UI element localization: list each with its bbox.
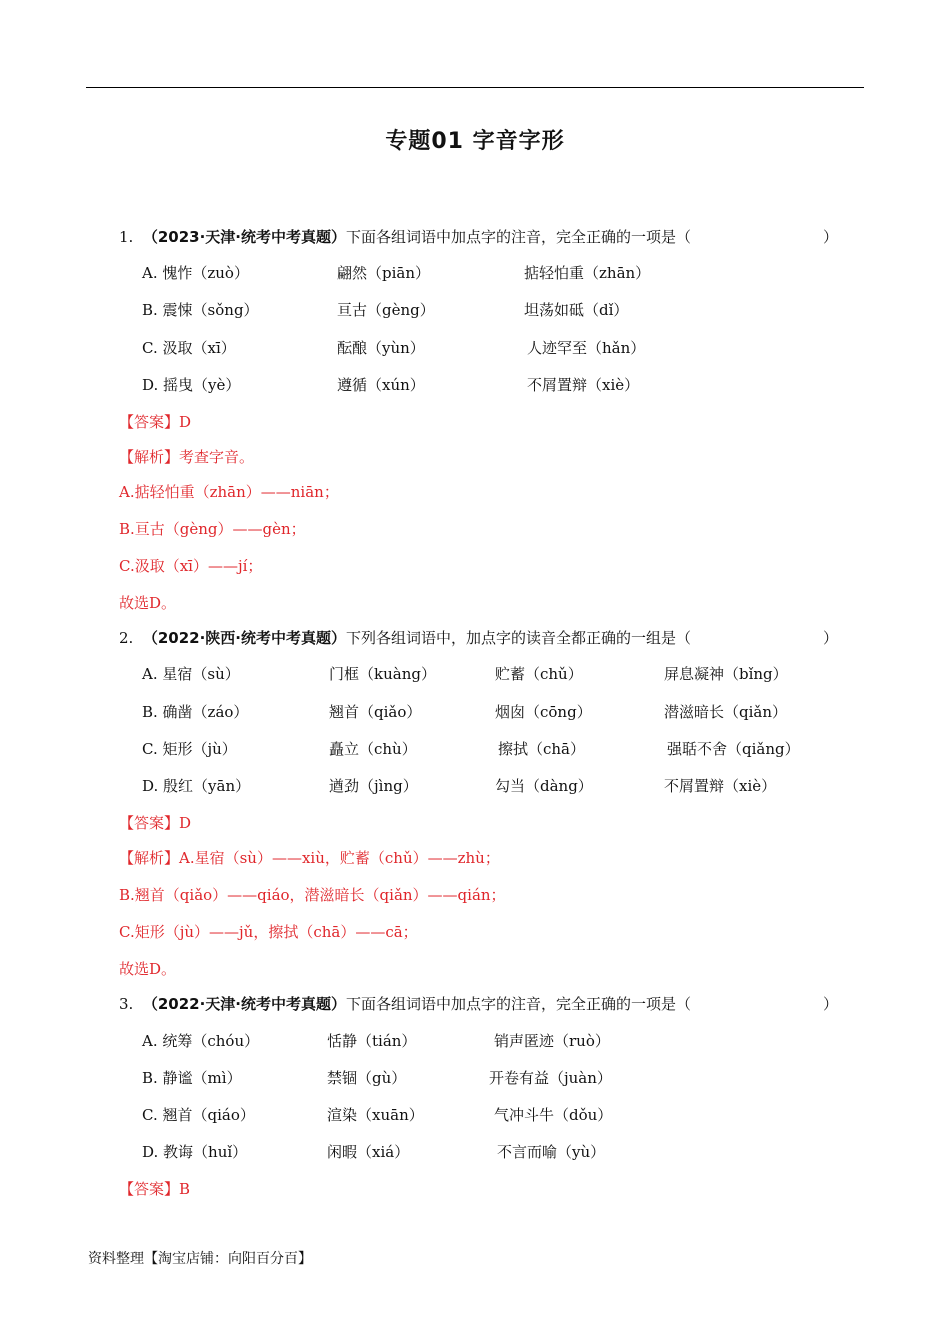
q2-analysis-line: 【解析】A.星宿（sù）——xiù，贮蓄（chǔ）——zhù； xyxy=(119,849,500,867)
question-number: 3. xyxy=(119,995,134,1013)
q1-answer: 【答案】D xyxy=(119,413,192,431)
q2-option-c-3: 擦拭（chā） xyxy=(498,740,586,758)
q1-option-c-1: C. 汲取（xī） xyxy=(142,339,236,357)
q3-option-a-2: 恬静（tián） xyxy=(327,1032,417,1050)
q3-option-b-1: B. 静谧（mì） xyxy=(142,1069,242,1087)
q1-option-d-3: 不屑置辩（xiè） xyxy=(527,376,640,394)
page-title: 专题01 字音字形 xyxy=(385,129,565,154)
q3-option-d-3: 不言而喻（yù） xyxy=(497,1143,606,1161)
q1-analysis-line: C.汲取（xī）——jí； xyxy=(119,557,263,575)
q2-option-c-1: C. 矩形（jù） xyxy=(142,740,237,758)
q1-analysis-line: B.亘古（gèng）——gèn； xyxy=(119,520,306,538)
q2-answer: 【答案】D xyxy=(119,814,192,832)
q1-option-d-2: 遵循（xún） xyxy=(337,376,425,394)
question-source: （2022·天津·统考中考真题） xyxy=(142,995,347,1013)
q1-option-c-3: 人迹罕至（hǎn） xyxy=(527,339,646,357)
q3-option-b-2: 禁锢（gù） xyxy=(327,1069,407,1087)
question-number: 2. xyxy=(119,629,134,647)
q1-option-b-2: 亘古（gèng） xyxy=(337,301,435,319)
q3-option-d-1: D. 教诲（huǐ） xyxy=(142,1143,248,1161)
answer-bracket-close: ） xyxy=(823,629,839,647)
q2-option-a-2: 门框（kuàng） xyxy=(329,665,436,683)
page-footer: 资料整理【淘宝店铺：向阳百分百】 xyxy=(88,1251,312,1267)
q2-option-c-4: 强聒不舍（qiǎng） xyxy=(667,740,800,758)
question-source: （2023·天津·统考中考真题） xyxy=(142,228,347,246)
q1-option-b-3: 坦荡如砥（dǐ） xyxy=(524,301,629,319)
q2-analysis-line: C.矩形（jù）——jǔ，擦拭（chā）——cā； xyxy=(119,923,418,941)
q2-option-a-1: A. 星宿（sù） xyxy=(142,665,240,683)
question-text: 下面各组词语中加点字的注音，完全正确的一项是（ xyxy=(346,995,692,1013)
q1-option-d-1: D. 摇曳（yè） xyxy=(142,376,241,394)
q2-analysis-line: B.翘首（qiǎo）——qiáo，潜滋暗长（qiǎn）——qián； xyxy=(119,886,506,904)
q2-option-b-1: B. 确凿（záo） xyxy=(142,703,249,721)
q1-analysis-line: 故选D。 xyxy=(119,594,177,612)
q3-option-d-2: 闲暇（xiá） xyxy=(327,1143,410,1161)
q1-analysis-title: 【解析】考查字音。 xyxy=(119,448,255,466)
q3-option-b-3: 开卷有益（juàn） xyxy=(489,1069,612,1087)
q2-analysis-line: 故选D。 xyxy=(119,960,177,978)
q2-option-d-3: 勾当（dàng） xyxy=(495,777,593,795)
question-text: 下列各组词语中，加点字的读音全都正确的一组是（ xyxy=(346,629,692,647)
q2-option-d-4: 不屑置辩（xiè） xyxy=(664,777,777,795)
q1-option-b-1: B. 震悚（sǒng） xyxy=(142,301,259,319)
question-1-stem xyxy=(119,227,691,247)
question-3-stem xyxy=(119,994,691,1014)
q3-option-c-3: 气冲斗牛（dǒu） xyxy=(494,1106,613,1124)
question-text: 下面各组词语中加点字的注音，完全正确的一项是（ xyxy=(346,228,692,246)
q3-answer: 【答案】B xyxy=(119,1180,191,1198)
q3-option-c-1: C. 翘首（qiáo） xyxy=(142,1106,255,1124)
q1-analysis-line: A.掂轻怕重（zhān）——niān； xyxy=(119,483,339,501)
question-source: （2022·陕西·统考中考真题） xyxy=(142,629,347,647)
q1-option-a-3: 掂轻怕重（zhān） xyxy=(524,264,651,282)
question-2-stem xyxy=(119,628,691,648)
q2-option-d-1: D. 殷红（yān） xyxy=(142,777,251,795)
q2-option-a-3: 贮蓄（chǔ） xyxy=(495,665,583,683)
q2-option-d-2: 遒劲（jìng） xyxy=(329,777,418,795)
q1-option-c-2: 酝酿（yùn） xyxy=(337,339,425,357)
q3-option-a-3: 销声匿迹（ruò） xyxy=(494,1032,610,1050)
q3-option-c-2: 渲染（xuān） xyxy=(327,1106,424,1124)
header-rule xyxy=(86,87,864,88)
q1-option-a-2: 翩然（piān） xyxy=(337,264,431,282)
q2-option-a-4: 屏息凝神（bǐng） xyxy=(664,665,788,683)
answer-bracket-close: ） xyxy=(823,995,839,1013)
q2-option-b-3: 烟囱（cōng） xyxy=(495,703,592,721)
q3-option-a-1: A. 统筹（chóu） xyxy=(142,1032,260,1050)
answer-bracket-close: ） xyxy=(823,228,839,246)
question-number: 1. xyxy=(119,228,134,246)
q2-option-b-4: 潜滋暗长（qiǎn） xyxy=(664,703,788,721)
q2-option-b-2: 翘首（qiǎo） xyxy=(329,703,422,721)
q1-option-a-1: A. 愧怍（zuò） xyxy=(142,264,249,282)
q2-option-c-2: 矗立（chù） xyxy=(329,740,417,758)
